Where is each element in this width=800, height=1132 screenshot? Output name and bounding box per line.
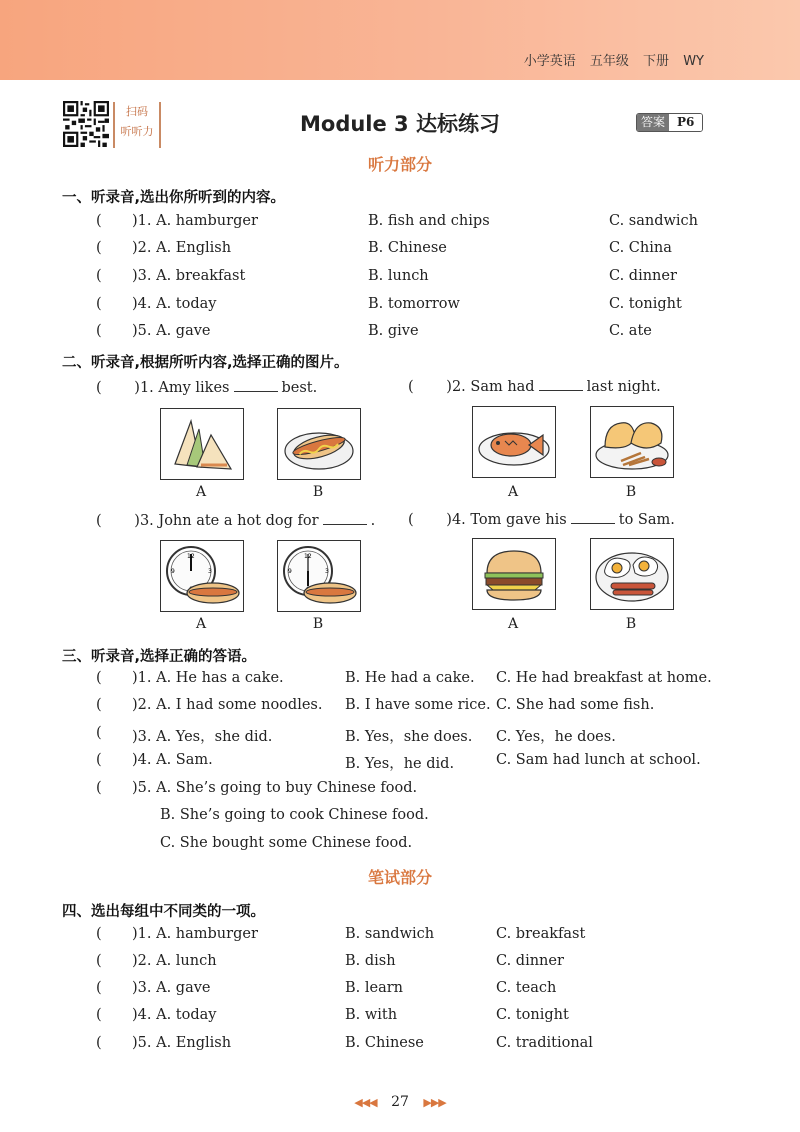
option-c: C. Sam had lunch at school. (496, 752, 701, 768)
question-text: )2. Sam had (446, 379, 535, 395)
svg-text:9: 9 (171, 568, 175, 575)
svg-text:9: 9 (288, 568, 292, 575)
option-label-b: B (312, 616, 324, 632)
option-c: C. sandwich (609, 213, 699, 229)
option-a: )3. A. gave (132, 980, 211, 996)
answer-blank[interactable]: ( (96, 926, 102, 942)
part1-heading: 一、听录音,选出你所听到的内容。 (62, 190, 286, 206)
option-a: )5. A. English (132, 1035, 232, 1051)
part1-row (0, 268, 800, 290)
picture-fish-and-chips[interactable] (590, 406, 674, 478)
hot-dog-icon (278, 409, 360, 479)
part1-row (0, 240, 800, 262)
option-label-b: B (625, 484, 637, 500)
answer-blank[interactable]: ( (96, 296, 102, 312)
option-a: )1. A. He has a cake. (132, 670, 284, 686)
answer-page-tag[interactable] (636, 113, 703, 132)
scan-label-line2: 听听力 (120, 125, 154, 138)
svg-text:12: 12 (304, 553, 312, 560)
option-b: B. Chinese (368, 240, 447, 256)
header-banner (0, 0, 800, 80)
writing-section-title: 笔试部分 (367, 868, 432, 887)
option-a: )5. A. gave (132, 323, 211, 339)
option-b: B. tomorrow (368, 296, 460, 312)
picture-hot-dog[interactable] (277, 408, 361, 480)
answer-blank[interactable]: ( (96, 1035, 102, 1051)
option-b: B. I have some rice. (345, 697, 491, 713)
answer-blank[interactable]: ( (96, 213, 102, 229)
question-text: last night. (586, 379, 661, 395)
option-b: B. dish (345, 953, 396, 969)
part3-row (0, 835, 800, 857)
option-b: B. Yes，he did. (345, 756, 455, 772)
answer-blank[interactable]: ( (96, 1007, 102, 1023)
answer-blank[interactable]: ( (96, 670, 102, 686)
scan-label-line1: 扫码 (126, 105, 148, 118)
part3-row (0, 725, 800, 747)
option-label-b: B (625, 616, 637, 632)
breakfast-plate-icon (591, 539, 673, 609)
option-a: )2. A. English (132, 240, 232, 256)
option-a: )4. A. Sam. (132, 752, 213, 768)
part4-row (0, 953, 800, 975)
answer-label: 答案 (637, 114, 669, 131)
svg-text:12: 12 (187, 553, 195, 560)
hamburger-icon (473, 539, 555, 609)
part3-row (0, 807, 800, 829)
option-c: C. Yes，he does. (496, 729, 616, 745)
option-a: )4. A. today (132, 296, 217, 312)
answer-blank[interactable]: ( (96, 697, 102, 713)
option-label-a: A (507, 616, 519, 632)
page-number: 27 (391, 1094, 409, 1110)
picture-clock-6[interactable] (277, 540, 361, 612)
option-c: C. He had breakfast at home. (496, 670, 712, 686)
picture-fish[interactable] (472, 406, 556, 478)
answer-blank[interactable]: ( (96, 980, 102, 996)
picture-clock-12[interactable] (160, 540, 244, 612)
option-a: )1. A. hamburger (132, 926, 258, 942)
option-c: C. ate (609, 323, 652, 339)
svg-text:3: 3 (325, 568, 329, 575)
question-text: to Sam. (618, 512, 675, 528)
option-b: B. with (345, 1007, 398, 1023)
part2-question-3 (96, 512, 375, 529)
part3-heading: 三、听录音,选择正确的答语。 (62, 649, 257, 665)
option-b: B. lunch (368, 268, 429, 284)
question-text: )4. Tom gave his (446, 512, 567, 528)
page-footer (0, 1094, 800, 1110)
left-arrows-icon: ◀◀◀ (354, 1096, 377, 1109)
answer-blank[interactable]: ( (408, 512, 414, 528)
option-c: C. tonight (496, 1007, 569, 1023)
option-b: B. fish and chips (368, 213, 490, 229)
part1-row (0, 213, 800, 235)
option-c: C. She had some fish. (496, 697, 655, 713)
part4-row (0, 1035, 800, 1057)
option-b: B. He had a cake. (345, 670, 475, 686)
answer-blank[interactable]: ( (96, 752, 102, 768)
option-a: )3. A. Yes，she did. (132, 729, 273, 745)
listening-section-title: 听力部分 (367, 155, 432, 174)
option-c: C. breakfast (496, 926, 586, 942)
option-label-a: A (507, 484, 519, 500)
question-text: . (370, 513, 376, 529)
option-b: B. sandwich (345, 926, 435, 942)
option-label-a: A (195, 484, 207, 500)
part2-question-2 (408, 378, 661, 395)
right-arrows-icon: ▶▶▶ (423, 1096, 446, 1109)
option-b: B. She’s going to cook Chinese food. (160, 807, 429, 823)
part3-row (0, 670, 800, 692)
picture-sandwich[interactable] (160, 408, 244, 480)
answer-blank[interactable]: ( (408, 379, 414, 395)
answer-blank[interactable]: ( (96, 268, 102, 284)
fill-blank (571, 511, 615, 524)
part3-row (0, 752, 800, 774)
part4-row (0, 1007, 800, 1029)
fill-blank (539, 378, 583, 391)
option-a: )5. A. She’s going to buy Chinese food. (132, 780, 418, 796)
part1-row (0, 296, 800, 318)
answer-blank[interactable]: ( (96, 780, 102, 796)
answer-blank[interactable]: ( (96, 240, 102, 256)
option-b: B. learn (345, 980, 404, 996)
option-c: C. traditional (496, 1035, 593, 1051)
picture-hamburger[interactable] (472, 538, 556, 610)
option-a: )3. A. breakfast (132, 268, 246, 284)
option-a: )2. A. I had some noodles. (132, 697, 323, 713)
part3-row (0, 697, 800, 719)
option-a: )2. A. lunch (132, 953, 217, 969)
option-label-b: B (312, 484, 324, 500)
fish-dish-icon (473, 407, 555, 477)
question-text: )3. John ate a hot dog for (134, 513, 319, 529)
picture-eggs-and-sausage[interactable] (590, 538, 674, 610)
clock-icon (278, 541, 360, 611)
option-a: )4. A. today (132, 1007, 217, 1023)
option-label-a: A (195, 616, 207, 632)
option-a: )1. A. hamburger (132, 213, 258, 229)
fill-blank (323, 512, 367, 525)
option-c: C. dinner (609, 268, 677, 284)
part4-heading: 四、选出每组中不同类的一项。 (62, 904, 265, 920)
option-b: B. Yes，she does. (345, 729, 473, 745)
part1-row (0, 323, 800, 345)
option-c: C. China (609, 240, 672, 256)
page-title: Module 3 达标练习 (300, 112, 500, 136)
part4-row (0, 980, 800, 1002)
option-c: C. dinner (496, 953, 564, 969)
fish-and-chips-icon (591, 407, 673, 477)
book-info: 小学英语 五年级 下册 WY (523, 54, 704, 69)
question-text: )1. Amy likes (134, 380, 230, 396)
part3-row (0, 780, 800, 802)
fill-blank (234, 379, 278, 392)
svg-text:3: 3 (208, 568, 212, 575)
question-text: best. (281, 380, 318, 396)
part4-row (0, 926, 800, 948)
answer-blank[interactable]: ( (96, 380, 102, 396)
answer-blank[interactable]: ( (96, 513, 102, 529)
part2-question-1 (96, 379, 317, 396)
option-c: C. She bought some Chinese food. (160, 835, 413, 851)
answer-blank[interactable]: ( (96, 323, 102, 339)
answer-blank[interactable]: ( (96, 725, 102, 741)
option-b: B. give (368, 323, 419, 339)
option-c: C. teach (496, 980, 557, 996)
option-c: C. tonight (609, 296, 682, 312)
answer-blank[interactable]: ( (96, 953, 102, 969)
part2-question-4 (408, 511, 675, 528)
clock-icon (161, 541, 243, 611)
option-b: B. Chinese (345, 1035, 424, 1051)
answer-page: P6 (669, 114, 702, 131)
part2-heading: 二、听录音,根据所听内容,选择正确的图片。 (62, 355, 349, 371)
sandwich-icon (161, 409, 243, 479)
